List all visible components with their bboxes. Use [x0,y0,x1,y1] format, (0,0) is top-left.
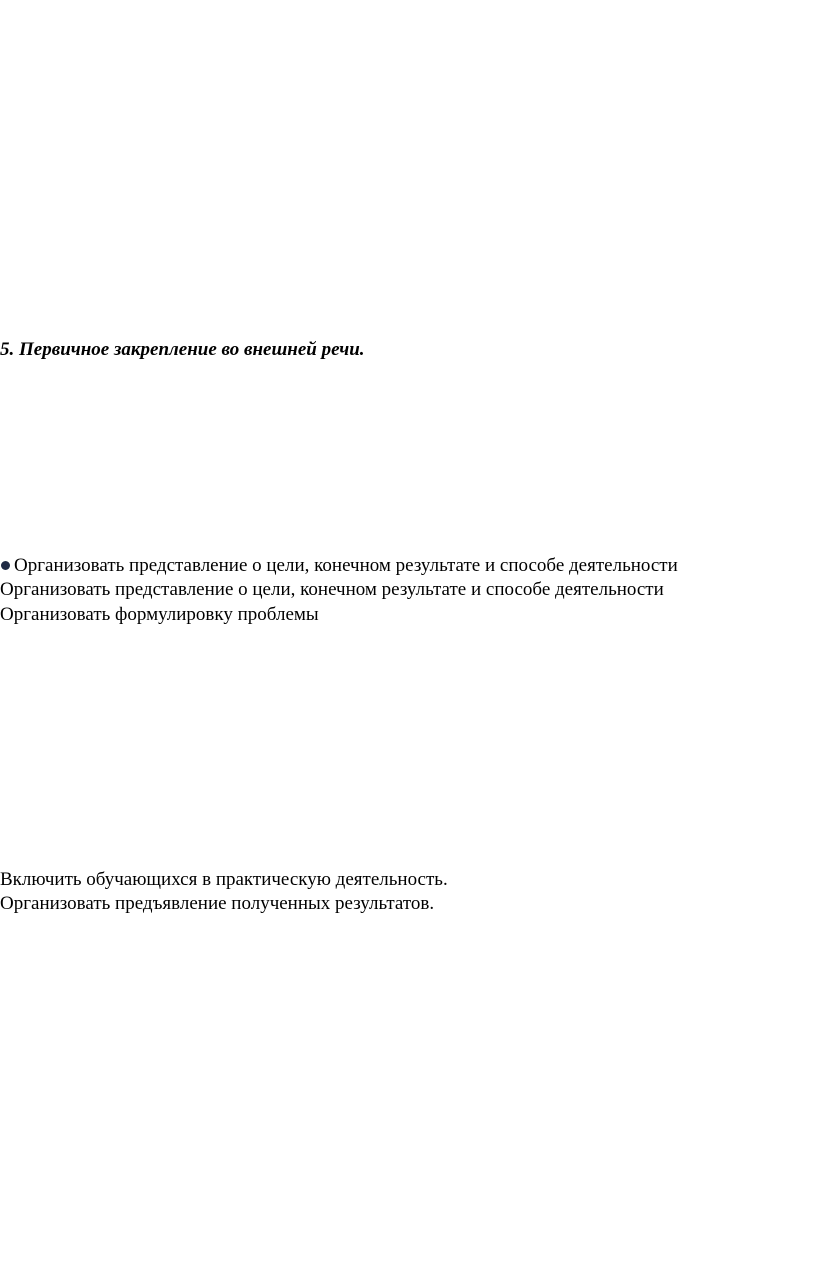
list-item-3: Организовать формулировку проблемы [0,604,319,625]
list-item-1 [0,554,678,578]
section-heading: 5. Первичное закрепление во внешней речи. [0,339,365,360]
text-line-2: Организовать предъявление полученных результатов. [0,893,435,914]
text-line-1: Включить обучающихся в практическую деятельность. [0,869,448,890]
list-item-2: Организовать представление о цели, конечном результате и способе деятельности [0,579,664,600]
bullet-icon [1,561,10,570]
list-item-1-text: Организовать представление о цели, конечном результате и способе деятельности [14,555,678,576]
